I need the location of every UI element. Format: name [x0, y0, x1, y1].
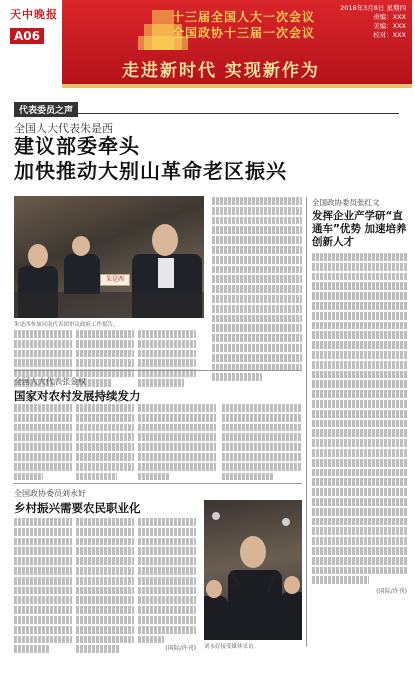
camera-flash	[282, 518, 290, 526]
main-headline-line-1: 建议部委牵头	[14, 134, 140, 158]
photo-person	[204, 596, 228, 640]
article2-kicker: 全国人大代表张金权	[14, 377, 86, 386]
page-number: A06	[10, 28, 44, 44]
column-divider	[306, 197, 307, 647]
photo-desk	[14, 292, 204, 318]
article2-body-col-3	[138, 404, 216, 482]
main-photo-caption: 朱是西参加河南代表团审议政府工作报告。	[14, 322, 119, 328]
sidebar-kicker: 全国政协委员张红文	[312, 198, 380, 207]
banner-line-2: 全国政协十三届一次会议	[172, 26, 316, 40]
sidebar-body	[312, 253, 407, 584]
sidebar-headline: 发挥企业产学研“直通车”优势 加速培养创新人才	[312, 210, 407, 248]
nameplate: 朱是西	[100, 274, 130, 286]
section-label: 代表委员之声	[14, 102, 78, 117]
masthead	[0, 0, 415, 92]
main-body-col-3	[138, 330, 196, 389]
article2-headline: 国家对农村发展持续发力	[14, 389, 141, 403]
article3-byline: (国际/许刊)	[165, 645, 196, 653]
article3-photo-caption: 刘永好接受媒体采访。	[204, 644, 260, 650]
photo-face	[284, 576, 300, 594]
photo-person	[64, 254, 100, 294]
section-tag	[14, 98, 399, 114]
divider-line	[14, 483, 302, 484]
issue-proofreader: 校对：XXX	[373, 31, 406, 39]
banner-slogan: 走进新时代 实现新作为	[122, 61, 320, 81]
main-headline-line-2: 加快推动大别山革命老区振兴	[14, 159, 287, 183]
photo-shirt	[158, 258, 174, 288]
session-banner	[62, 0, 412, 88]
article3-body-col-2	[76, 518, 134, 655]
issue-designer: 美编：XXX	[373, 22, 406, 30]
newspaper-logo: 天中晚报	[10, 8, 58, 21]
photo-face	[240, 536, 266, 568]
divider-line	[14, 370, 302, 371]
photo-face	[72, 236, 90, 256]
photo-face	[28, 244, 48, 268]
banner-line-1: 十三届全国人大一次会议	[172, 10, 316, 24]
article2-body-col-1	[14, 404, 72, 482]
article2-body-col-2	[76, 404, 134, 482]
issue-info	[336, 4, 406, 40]
article3-headline: 乡村振兴需要农民职业化	[14, 501, 141, 515]
article3-body-col-3	[138, 518, 196, 653]
camera-flash	[212, 512, 220, 520]
main-body-col-4	[212, 197, 302, 383]
photo-face	[206, 580, 222, 598]
sidebar-article	[312, 197, 407, 595]
sidebar-byline: (国际/许刊)	[376, 588, 407, 596]
photo-face	[152, 224, 178, 256]
article3-body-col-1	[14, 518, 72, 655]
article3-photo	[204, 500, 302, 640]
issue-date: 2018年3月8日 星期四	[340, 4, 406, 12]
photo-person	[280, 592, 302, 640]
issue-editor: 责编：XXX	[373, 13, 406, 21]
article2-body-col-4	[222, 404, 302, 482]
main-kicker: 全国人大代表朱是西	[14, 122, 113, 135]
article3-kicker: 全国政协委员刘永好	[14, 489, 86, 498]
main-photo	[14, 196, 204, 318]
